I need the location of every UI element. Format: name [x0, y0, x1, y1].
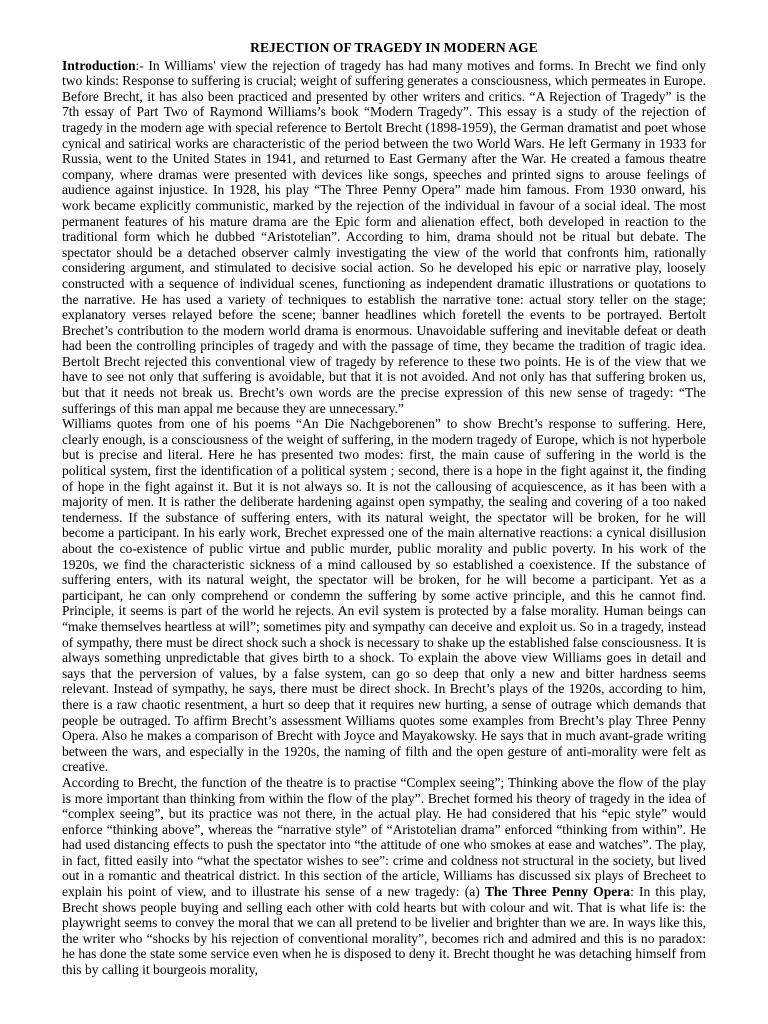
play-title-three-penny-opera: The Three Penny Opera [484, 884, 631, 900]
paragraph-introduction [62, 58, 706, 417]
introduction-label: Introduction [62, 57, 136, 73]
complex-seeing-text: According to Brecht, the function of the theatre is to practise “Complex seeing”; Thinking above the flow of the play is more important than thinking from within the flow of the play”. Brechet formed his theory of tragedy in the idea of “complex seeing”, but its practice was not there, in the actual play. He had considered that his “epic style” would enforce “thinking above”, whereas the “narrative style” of “Aristotelian drama” enforced “thinking from within”. He had used distancing effects to push the spectator into “the attitude of one who smokes at ease and watches”. The play, in fact, fitted easily into “what the spectator wishes to see”: crime and coldness not structural in the society, but lived out in a romantic and theatrical district. In this section of the article, Williams has discussed six plays of Brecheet to explain his point of view, and to illustrate his sense of a new tragedy: (a) [62, 774, 706, 900]
paragraph-complex-seeing [62, 775, 706, 978]
document-page [62, 40, 706, 978]
three-penny-opera-text: : In this play, Brecht shows people buying and selling each other with cold hearts but with colour and wit. That is what life is: the playwright seems to convey the moral that we can all pretend to be livelier and brighter than we are. In ways like this, the writer who “shocks by his rejection of conventional morality”, becomes rich and admired and this is no paradox: he has done the state some service even when he is disposed to deny it. Brecht thought he was detaching himself from this by calling it bourgeois morality, [62, 884, 706, 978]
paragraph-williams-poem: Williams quotes from one of his poems “An Die Nachgeborenen” to show Brecht’s response to suffering. Here, clearly enough, is a consciousness of the weight of suffering, in the modern tragedy of Europe, which is not hyperbole but is precise and literal. Here he has presented two modes: first, the main cause of suffering in the world is the political system, first the identification of a political system ; second, there is a hope in the fight against it, the finding of hope in the fight against it. But it is not always so. It is not the callousing of acquiescence, as it has been with a majority of men. It is rather the deliberate hardening against open sympathy, the sealing and covering of a too naked tenderness. If the substance of suffering enters, with its natural weight, the spectator will be broken, for he will become a participant. In his early work, Brechet expressed one of the main alternative reactions: a cynical disillusion about the co-existence of public virtue and public murder, public morality and public poverty. In his work of the 1920s, we find the characteristic sickness of a mind calloused by so established a coexistence. If the substance of suffering enters, with its natural weight, the spectator will be broken, for he will become a participant. Yet as a participant, he can only comprehend or condemn the suffering by some active principle, and this he cannot find. Principle, it seems is part of the world he rejects. An evil system is protected by a false morality. Human beings can “make themselves heartless at will”; sometimes pity and sympathy can deceive and exploit us. So in a tragedy, instead of sympathy, there must be direct shock such a shock is necessary to shake up the established false consciousness. It is always something unpredictable that gives birth to a shock. To explain the above view Williams goes in detail and says that the perversion of values, by a false system, can go so deep that only a new and bitter hardness seems relevant. Instead of sympathy, he says, there must be direct shock. In Brecht’s plays of the 1920s, according to him, there is a raw chaotic resentment, a hurt so deep that it requires new hurting, a sense of outrage which demands that people be outraged. To affirm Brecht’s assessment Williams quotes some examples from Brecht’s play Three Penny Opera. Also he makes a comparison of Brecht with Joyce and Mayakowsky. He says that in much avant-grade writing between the wars, and especially in the 1920s, the naming of filth and the open gesture of anti-morality were felt as creative. [62, 416, 706, 775]
introduction-text: :- In Williams' view the rejection of tragedy has had many motives and forms. In Brecht we find only two kinds: Response to suffering is crucial; weight of suffering generates a consciousness, which permeates in Europe. Before Brecht, it has also been practiced and presented by other writers and critics. “A Rejection of Tragedy” is the 7th essay of Part Two of Raymond Williams’s book “Modern Tragedy”. This essay is a study of the rejection of tragedy in the modern age with special reference to Bertolt Brecht (1898-1959), the German dramatist and poet whose cynical and satirical works are characteristic of the period between the two World Wars. He left Germany in 1933 for Russia, went to the United States in 1941, and returned to East Germany after the War. He created a famous theatre company, where dramas were presented with devices like songs, speeches and printed signs to arouse feelings of audience against injustice. In 1928, his play “The Three Penny Opera” made him famous. From 1930 onward, his work became explicitly communistic, marked by the rejection of the individual in favour of a social ideal. The most permanent features of his mature drama are the Epic form and alienation effect, both developed in reaction to the traditional form which he dubbed “Aristotelian”. According to him, drama should not be ritual but debate. The spectator should be a detached observer calmly investigating the view of the world that confronts him, rationally considering argument, and stimulated to decisive social action. So he developed his epic or narrative play, loosely constructed with a sequence of individual scenes, functioning as independent dramatic illustrations or quotations to the narrative. He has used a variety of techniques to establish the narrative tone: actual story teller on the stage; explanatory verses relayed before the scene; banner headlines which foretell the events to be portrayed. Bertolt Brechet’s contribution to the modern world drama is enormous. Unavoidable suffering and inevitable defeat or death had been the controlling principles of tragedy and with the passage of time, they became the tradition of tragic idea. Bertolt Brecht rejected this conventional view of tragedy by reference to these two points. He is of the view that we have to see not only that suffering is avoidable, but that it is not avoided. And not only has that suffering broken us, but that it needs not break us. Brecht’s own words are the precise expression of this new sense of tragedy: “The sufferings of this man appal me because they are unnecessary.” [62, 57, 706, 416]
document-title: REJECTION OF TRAGEDY IN MODERN AGE [250, 40, 538, 55]
